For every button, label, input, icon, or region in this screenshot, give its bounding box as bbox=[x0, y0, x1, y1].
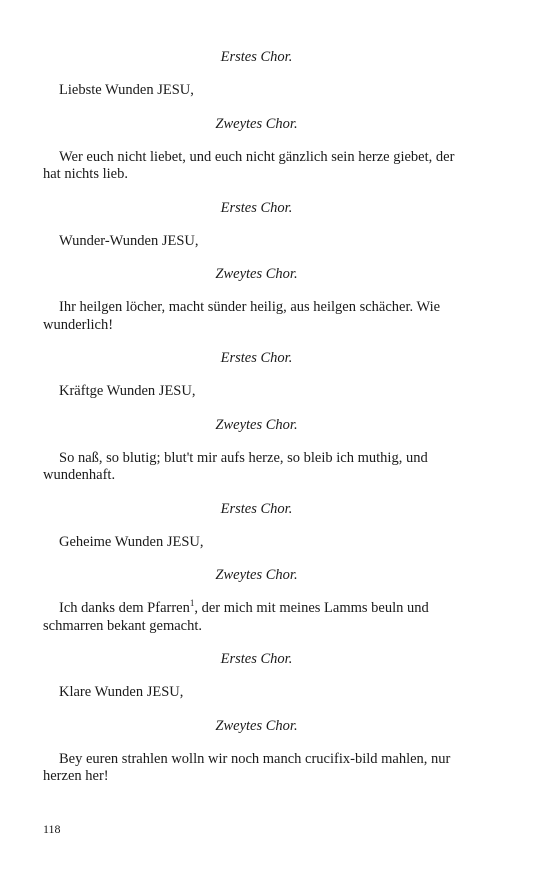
footnote-mark[interactable]: 1 bbox=[189, 598, 195, 609]
chorus-heading: Erstes Chor. bbox=[220, 199, 293, 216]
verse-text: Geheime Wunden JESU, bbox=[59, 533, 204, 550]
chorus-entry-6 bbox=[43, 416, 470, 485]
page-content bbox=[43, 48, 470, 801]
chorus-heading: Zweytes Chor. bbox=[215, 266, 298, 282]
verse-text: Kräftge Wunden JESU, bbox=[59, 383, 196, 399]
verse-text-before-footnote: Ich danks dem Pfarren bbox=[59, 600, 190, 616]
chorus-entry-4 bbox=[43, 265, 470, 334]
verse-text-after-footnote: , der mich mit meines Lamms beuln und schmarren bekant gemacht. bbox=[43, 600, 429, 634]
chorus-entry-1 bbox=[43, 48, 470, 100]
verse-text: Wer euch nicht liebet, und euch nicht gänzlich sein herze giebet, der hat nichts lieb. bbox=[43, 148, 455, 182]
verse-text: Klare Wunden JESU, bbox=[59, 684, 184, 700]
chorus-entry-3 bbox=[43, 199, 470, 251]
verse-text: So naß, so blutig; blut't mir aufs herze, so bleib ich muthig, und wundenhaft. bbox=[43, 449, 428, 483]
chorus-heading: Zweytes Chor. bbox=[215, 115, 298, 132]
chorus-heading: Zweytes Chor. bbox=[215, 717, 298, 734]
verse-text: Ihr heilgen löcher, macht sünder heilig, aus heilgen schächer. Wie wunderlich! bbox=[43, 299, 441, 333]
page-number: 118 bbox=[43, 822, 61, 836]
verse-text: Wunder-Wunden JESU, bbox=[59, 232, 199, 249]
chorus-heading: Erstes Chor. bbox=[220, 651, 293, 667]
chorus-entry-9 bbox=[43, 650, 470, 702]
chorus-heading: Zweytes Chor. bbox=[215, 416, 298, 433]
verse-text: Bey euren strahlen wolln wir noch manch crucifix-bild mahlen, nur herzen her! bbox=[43, 750, 451, 784]
chorus-entry-7 bbox=[43, 500, 470, 552]
chorus-entry-10 bbox=[43, 717, 470, 786]
verse-text bbox=[43, 600, 470, 635]
chorus-heading: Erstes Chor. bbox=[220, 350, 293, 366]
verse-text: Liebste Wunden JESU, bbox=[59, 82, 194, 98]
chorus-entry-5 bbox=[43, 349, 470, 401]
chorus-heading: Erstes Chor. bbox=[220, 49, 293, 65]
chorus-entry-8 bbox=[43, 566, 470, 635]
chorus-heading: Erstes Chor. bbox=[220, 500, 293, 517]
chorus-entry-2 bbox=[43, 115, 470, 184]
chorus-heading: Zweytes Chor. bbox=[215, 567, 298, 583]
